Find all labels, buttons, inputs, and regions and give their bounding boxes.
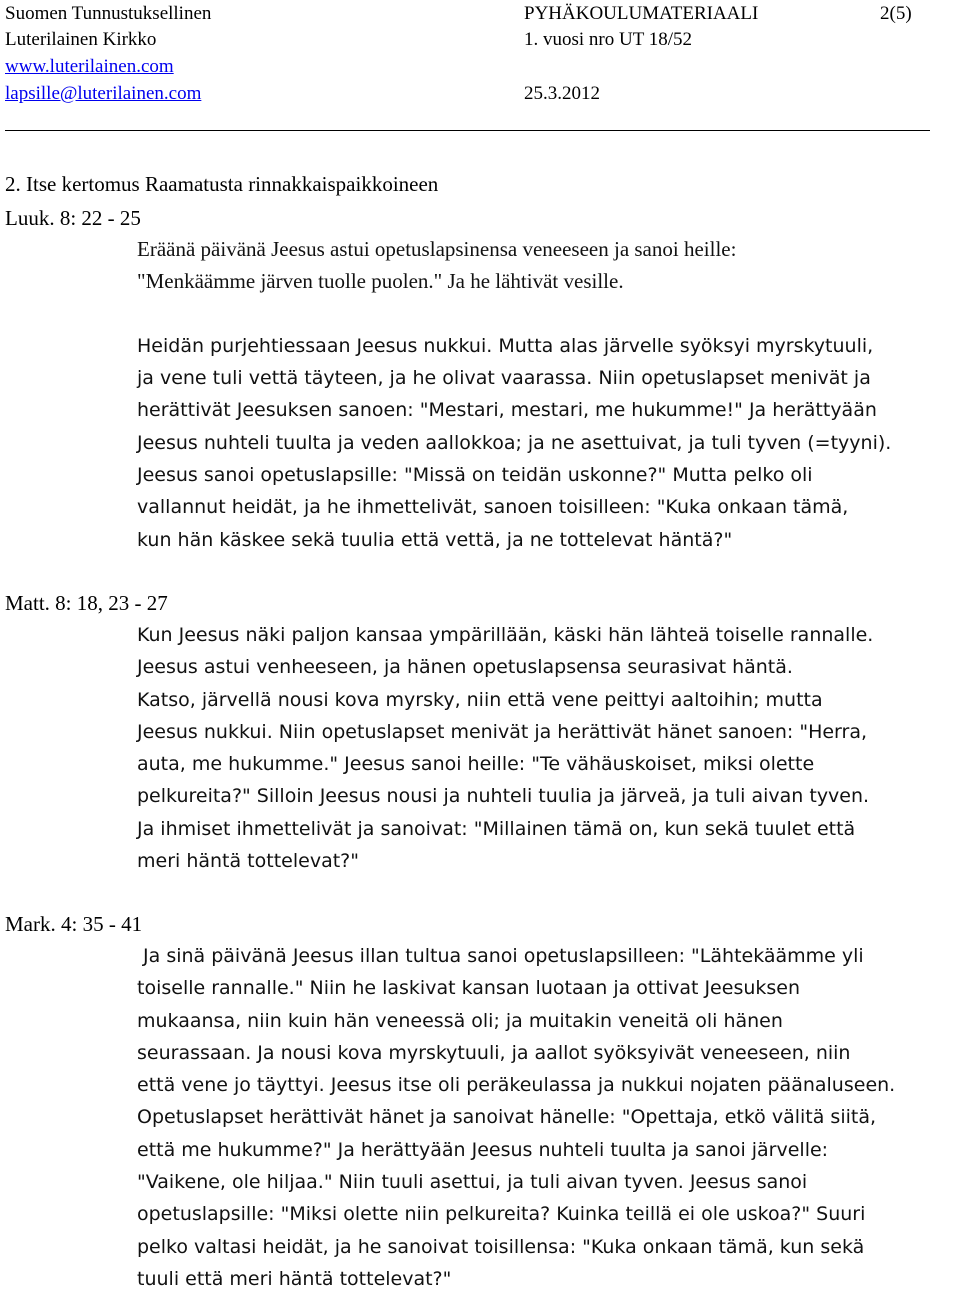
org-name-line2: Luterilainen Kirkko — [5, 29, 157, 50]
text-line: Opetuslapset herättivät hänet ja sanoivat hänelle: "Opettaja, etkö välitä siitä, — [137, 1106, 877, 1129]
text-line: auta, me hukumme." Jeesus sanoi heille: "Te vähäuskoiset, miksi olette — [137, 753, 815, 776]
text-line: Jeesus sanoi opetuslapsille: "Missä on teidän uskonne?" Mutta pelko oli — [137, 464, 813, 487]
issue-number: 1. vuosi nro UT 18/52 — [524, 29, 693, 50]
document-type: PYHÄKOULUMATERIAALI — [524, 3, 759, 24]
text-line — [137, 298, 891, 330]
text-line: Jeesus astui venheeseen, ja hänen opetuslapsensa seurasivat häntä. — [137, 656, 793, 679]
org-name-line1: Suomen Tunnustuksellinen — [5, 3, 212, 24]
section-heading: 2. Itse kertomus Raamatusta rinnakkaispaikkoineen — [5, 172, 439, 196]
text-line: vallannut heidät, ja he ihmettelivät, sanoen toisilleen: "Kuka onkaan tämä, — [137, 496, 849, 519]
text-line: mukaansa, niin kuin hän veneessä oli; ja muitakin veneitä oli hänen — [137, 1009, 783, 1032]
passage-ref-matthew: Matt. 8: 18, 23 - 27 — [5, 591, 168, 615]
text-line: Kun Jeesus näki paljon kansaa ympärillään, käski hän lähteä toiselle rannalle. — [137, 624, 874, 646]
text-line: tuuli että meri häntä tottelevat?" — [137, 1267, 452, 1290]
website-link[interactable]: www.luterilainen.com — [5, 56, 174, 77]
text-line: Katso, järvellä nousi kova myrsky, niin että vene peittyi aaltoihin; mutta — [137, 688, 823, 711]
text-line: että vene jo täyttyi. Jeesus itse oli peräkeulassa ja nukkui nojaten päänaluseen. — [137, 1074, 896, 1097]
passage-ref-mark: Mark. 4: 35 - 41 — [5, 912, 143, 936]
passage-text-matthew — [137, 619, 873, 877]
passage-text-luke — [137, 233, 891, 556]
document-date: 25.3.2012 — [524, 83, 600, 104]
text-line: Ja ihmiset ihmettelivät ja sanoivat: "Millainen tämä on, kun sekä tuulet että — [137, 817, 856, 840]
text-line: "Vaikene, ole hiljaa." Niin tuuli asettui, ja tuli aivan tyven. Jeesus sanoi — [137, 1171, 808, 1194]
text-line: Heidän purjehtiessaan Jeesus nukkui. Mutta alas järvelle syöksyi myrskytuuli, — [137, 334, 874, 357]
text-line: Ja sinä päivänä Jeesus illan tultua sanoi opetuslapsilleen: "Lähtekäämme yli — [137, 945, 864, 967]
text-line: herättivät Jeesuksen sanoen: "Mestari, mestari, me hukumme!" Ja herättyään — [137, 399, 877, 422]
page-number: 2(5) — [880, 3, 912, 24]
text-line: pelkureita?" Silloin Jeesus nousi ja nuhteli tuulia ja järveä, ja tuli aivan tyven. — [137, 785, 870, 808]
email-link[interactable]: lapsille@luterilainen.com — [5, 83, 202, 104]
text-line: Eräänä päivänä Jeesus astui opetuslapsinensa veneeseen ja sanoi heille: — [137, 237, 737, 261]
text-line: meri häntä tottelevat?" — [137, 850, 359, 873]
text-line: opetuslapsille: "Miksi olette niin pelkureita? Kuinka teillä ei ole uskoa?" Suuri — [137, 1203, 866, 1226]
header-divider — [5, 130, 930, 131]
text-line: pelko valtasi heidät, ja he sanoivat toisillensa: "Kuka onkaan tämä, kun sekä — [137, 1235, 865, 1258]
text-line: kun hän käskee sekä tuulia että vettä, ja ne tottelevat häntä?" — [137, 528, 733, 551]
passage-ref-luke: Luuk. 8: 22 - 25 — [5, 206, 141, 230]
text-line: "Menkäämme järven tuolle puolen." Ja he lähtivät vesille. — [137, 269, 624, 294]
text-line: toiselle rannalle." Niin he laskivat kansan luotaan ja ottivat Jeesuksen — [137, 977, 801, 1000]
passage-text-mark — [137, 940, 895, 1295]
text-line: ja vene tuli vettä täyteen, ja he olivat vaarassa. Niin opetuslapset menivät ja — [137, 367, 871, 390]
text-line: seurassaan. Ja nousi kova myrskytuuli, ja aallot syöksyivät veneeseen, niin — [137, 1041, 851, 1064]
text-line: Jeesus nuhteli tuulta ja veden aallokkoa; ja ne asettuivat, ja tuli tyven (=tyyni). — [137, 431, 892, 454]
text-line: että me hukumme?" Ja herättyään Jeesus nuhteli tuulta ja sanoi järvelle: — [137, 1138, 829, 1161]
text-line: Jeesus nukkui. Niin opetuslapset menivät ja herättivät hänet sanoen: "Herra, — [137, 720, 868, 743]
